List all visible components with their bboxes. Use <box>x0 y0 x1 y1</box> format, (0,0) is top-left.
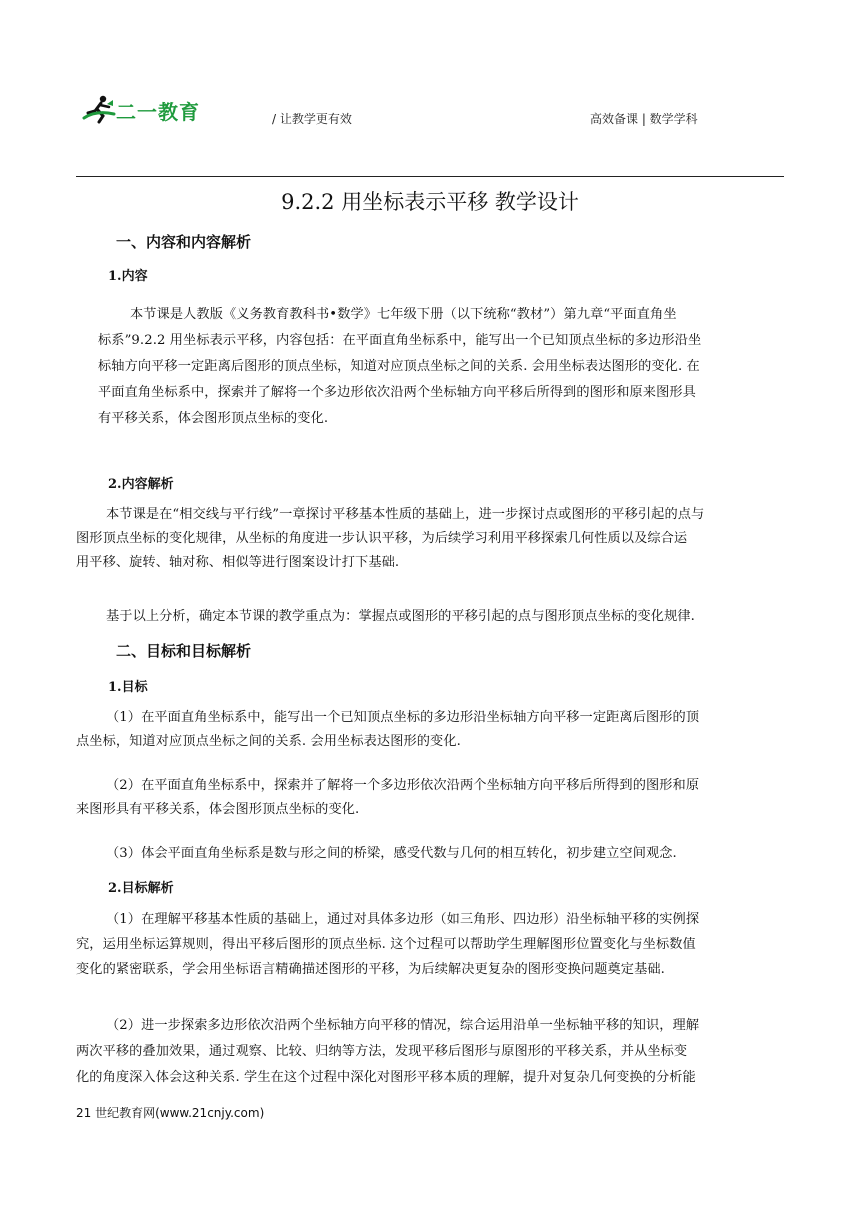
text-line: 标系”9.2.2 用坐标表示平移，内容包括：在平面直角坐标系中，能写出一个已知顶点坐标的多边形沿坐 <box>98 333 702 348</box>
text-line: 究，运用坐标运算规则，得出平移后图形的顶点坐标. 这个过程可以帮助学生理解图形位置变化与坐标数值 <box>76 937 696 952</box>
subsection-heading: 2.目标解析 <box>108 881 174 896</box>
text-line: （2）进一步探索多边形依次沿两个坐标轴方向平移的情况，综合运用沿单一坐标轴平移的知识，理解 <box>106 1018 700 1033</box>
text-line: 平面直角坐标系中，探索并了解将一个多边形依次沿两个坐标轴方向平移后所得到的图形和原来图形具 <box>98 385 696 400</box>
text-line: （1）在平面直角坐标系中，能写出一个已知顶点坐标的多边形沿坐标轴方向平移一定距离后图形的顶 <box>106 710 700 725</box>
paragraph <box>76 605 784 629</box>
logo-text: 二一教育 <box>116 100 200 124</box>
text-line: （1）在理解平移基本性质的基础上，通过对具体多边形（如三角形、四边形）沿坐标轴平移的实例探 <box>106 912 700 927</box>
subsection-heading: 1.内容 <box>108 269 148 284</box>
paragraph <box>76 302 784 432</box>
header-divider <box>76 176 784 177</box>
subsection-heading: 2.内容解析 <box>108 477 174 492</box>
page-footer: 21 世纪教育网(www.21cnjy.com) <box>76 1106 265 1120</box>
text-line: 有平移关系，体会图形顶点坐标的变化. <box>98 411 329 426</box>
text-line: 变化的紧密联系，学会用坐标语言精确描述图形的平移，为后续解决更复杂的图形变换问题奠定基础. <box>76 962 665 977</box>
text-line: 本节课是人教版《义务教育教科书•数学》七年级下册（以下统称“教材”）第九章“平面直角坐 <box>130 307 677 322</box>
paragraph <box>76 706 784 754</box>
text-line: 两次平移的叠加效果，通过观察、比较、归纳等方法，发现平移后图形与原图形的平移关系，并从坐标变 <box>76 1044 688 1059</box>
text-line: 基于以上分析，确定本节课的教学重点为：掌握点或图形的平移引起的点与图形顶点坐标的变化规律. <box>106 609 695 624</box>
paragraph <box>76 774 784 822</box>
text-line: （3）体会平面直角坐标系是数与形之间的桥梁，感受代数与几何的相互转化，初步建立空间观念. <box>106 846 677 861</box>
document-title: 9.2.2 用坐标表示平移 教学设计 <box>281 190 579 214</box>
paragraph <box>76 1013 784 1091</box>
subsection-heading: 1.目标 <box>108 680 148 695</box>
text-line: 来图形具有平移关系，体会图形顶点坐标的变化. <box>76 802 360 817</box>
section-heading: 一、内容和内容解析 <box>116 233 252 251</box>
runner-logo-icon <box>82 94 116 124</box>
page-header <box>0 0 860 180</box>
text-line: 用平移、旋转、轴对称、相似等进行图案设计打下基础. <box>76 555 400 570</box>
text-line: 化的角度深入体会这种关系. 学生在这个过程中深化对图形平移本质的理解，提升对复杂几何变换的分析能 <box>76 1070 696 1085</box>
logo <box>82 94 198 126</box>
text-line: （2）在平面直角坐标系中，探索并了解将一个多边形依次沿两个坐标轴方向平移后所得到的图形和原 <box>106 778 700 793</box>
paragraph <box>76 907 784 982</box>
header-slogan: / 让教学更有效 <box>272 112 352 126</box>
text-line: 本节课是在“相交线与平行线”一章探讨平移基本性质的基础上，进一步探讨点或图形的平移引起的点与 <box>106 507 705 522</box>
text-line: 标轴方向平移一定距离后图形的顶点坐标，知道对应顶点坐标之间的关系. 会用坐标表达图形的变化. 在 <box>98 359 700 374</box>
header-subject: 高效备课 | 数学学科 <box>590 112 698 126</box>
section-heading: 二、目标和目标解析 <box>116 642 252 660</box>
text-line: 图形顶点坐标的变化规律，从坐标的角度进一步认识平移，为后续学习利用平移探索几何性质以及综合运 <box>76 531 688 546</box>
text-line: 点坐标，知道对应顶点坐标之间的关系. 会用坐标表达图形的变化. <box>76 734 461 749</box>
paragraph <box>76 842 784 866</box>
paragraph <box>76 503 784 575</box>
